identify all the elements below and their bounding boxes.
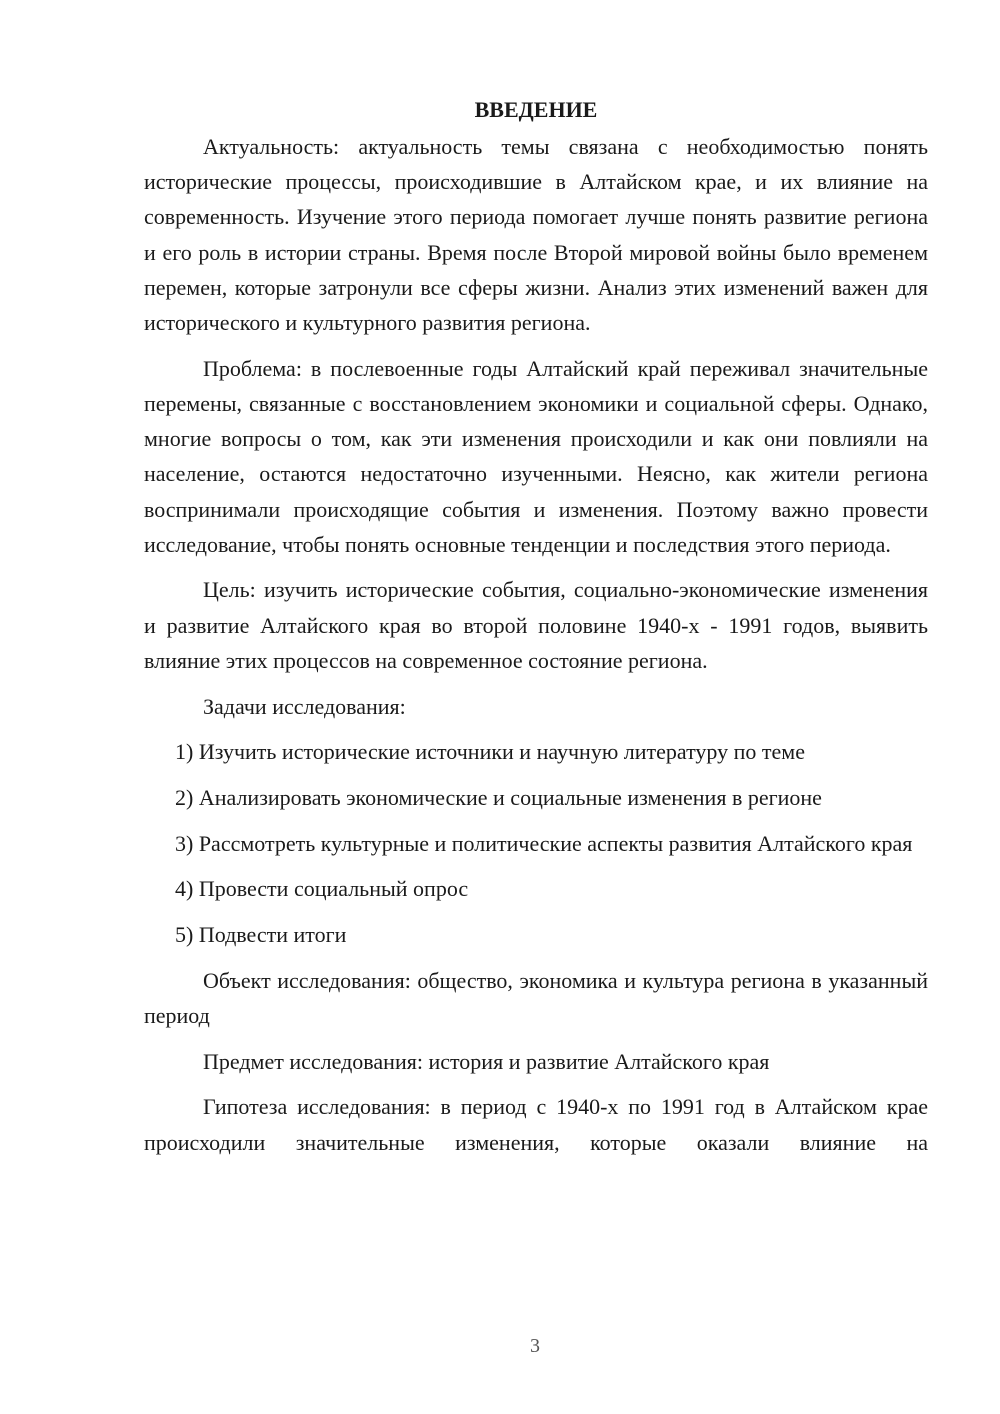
page-number: 3 <box>530 1335 540 1357</box>
task-item-5: 5) Подвести итоги <box>175 922 347 948</box>
object-paragraph: Объект исследования: общество, экономика и культура региона в указанный период <box>144 967 928 1028</box>
task-item-1: 1) Изучить исторические источники и научную литературу по теме <box>175 739 805 765</box>
relevance-paragraph: Актуальность: актуальность темы связана с необходимостью понять исторические процессы, происходившие в Алтайском крае, и их влияние на современность. Изучение этого периода помогает лучше понять развитие региона и его роль в истории страны. Время после Второй мировой войны было временем перемен, которые затронули все сферы жизни. Анализ этих изменений важен для исторического и культурного развития региона. <box>144 134 928 336</box>
task-item-4: 4) Провести социальный опрос <box>175 876 469 902</box>
task-item-2: 2) Анализировать экономические и социальные изменения в регионе <box>175 784 822 810</box>
goal-paragraph: Цель: изучить исторические события, социально-экономические изменения и развитие Алтайского края во второй половине 1940-х - 1991 годов, выявить влияние этих процессов на современное состояние региона. <box>144 577 928 673</box>
document-page <box>144 92 928 1160</box>
section-heading: ВВЕДЕНИЕ <box>474 97 598 122</box>
problem-paragraph: Проблема: в послевоенные годы Алтайский край переживал значительные перемены, связанные с восстановлением экономики и социальной сферы. Однако, многие вопросы о том, как эти изменения происходили и как они повлияли на население, остаются недостаточно изученными. Неясно, как жители региона воспринимали происходящие события и изменения. Поэтому важно провести исследование, чтобы понять основные тенденции и последствия этого периода. <box>144 355 928 557</box>
task-item-3: 3) Рассмотреть культурные и политические аспекты развития Алтайского края <box>175 830 913 856</box>
tasks-title: Задачи исследования: <box>203 693 406 719</box>
hypothesis-paragraph: Гипотеза исследования: в период с 1940-х по 1991 год в Алтайском крае происходили значительные изменения, которые оказали влияние на <box>144 1094 928 1155</box>
subject-paragraph: Предмет исследования: история и развитие Алтайского края <box>203 1048 770 1074</box>
